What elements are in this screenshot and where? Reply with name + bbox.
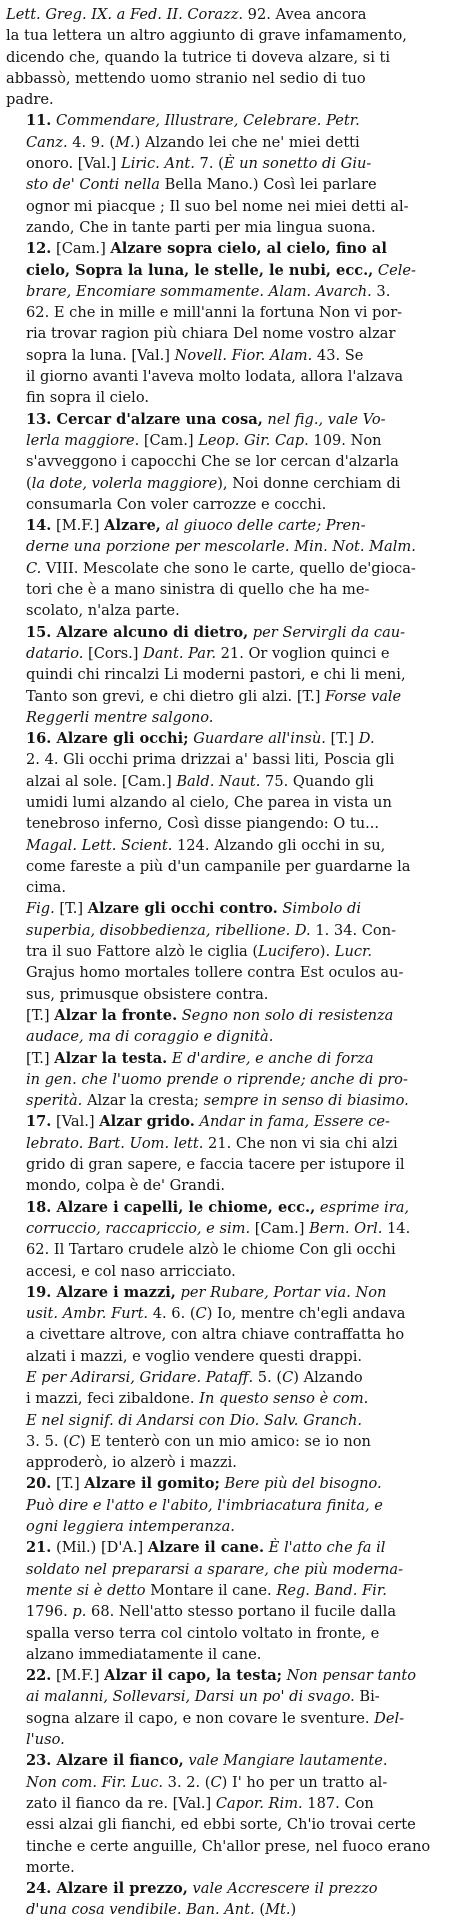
text-line <box>6 1899 463 1920</box>
text-line <box>6 622 463 643</box>
italic-text: Simbolo di <box>277 900 362 918</box>
body-text: [T.] <box>325 730 359 748</box>
text-line <box>6 281 463 302</box>
text-line <box>6 835 463 856</box>
headword-text: 12. <box>26 240 52 258</box>
italic-text: esprime ira, <box>315 1198 410 1216</box>
italic-text: Leop. Gir. Cap. <box>198 431 309 449</box>
body-text: morte. <box>26 1858 75 1876</box>
body-text: Montare il cane. <box>145 1581 277 1599</box>
body-text: 2. 4. Gli occhi prima drizzai a' bassi liti, Poscia gli <box>26 751 395 769</box>
italic-text: Novell. Fior. Alam. <box>174 346 313 364</box>
body-text: zato il fianco da re. [Val.] <box>26 1794 216 1812</box>
body-text: [M.F.] <box>51 517 105 535</box>
italic-text: ogni leggiera intemperanza. <box>26 1518 235 1536</box>
body-text: alzati i mazzi, e voglio vendere questi drappi. <box>26 1347 363 1365</box>
text-line <box>6 47 463 68</box>
italic-text: Reggerli mentre salgono. <box>26 708 214 726</box>
text-line <box>6 813 463 834</box>
body-text: ). <box>319 943 335 961</box>
body-text: VIII. Mescolate che sono le carte, quello de'gioca- <box>41 559 416 577</box>
dictionary-entry <box>6 1111 463 1196</box>
body-text: ) Alzando <box>293 1369 363 1386</box>
headword-text: 13. Cercar d'alzare una cosa, <box>26 410 263 428</box>
italic-text: Bere più del bisogno. <box>219 1475 382 1493</box>
text-line <box>6 1537 463 1558</box>
text-line <box>6 153 463 174</box>
italic-text: Fig. <box>26 900 55 918</box>
text-line <box>6 1452 463 1473</box>
body-text: a civettare altrove, con altra chiave contraffatta ho <box>26 1326 405 1344</box>
body-text: ognor mi piacque ; Il suo bel nome nei miei detti al- <box>26 197 409 215</box>
body-text: essi alzai gli fianchi, ed ebbi sorte, Ch'io trovai certe <box>26 1816 416 1834</box>
italic-text: Mt. <box>265 1901 291 1919</box>
text-line <box>6 1090 463 1111</box>
italic-text: d'una cosa vendibile. Ban. Ant. <box>26 1901 255 1919</box>
text-line <box>6 1388 463 1409</box>
body-text: 187. Con <box>302 1794 374 1812</box>
text-line <box>6 1197 463 1218</box>
italic-text: Andar in fama, Essere ce- <box>194 1113 390 1131</box>
body-text: [Cam.] <box>139 431 199 449</box>
body-text: abbassò, mettendo uomo stranio nel sedio di tuo <box>6 69 366 87</box>
body-text: 92. Avea ancora <box>243 6 367 23</box>
dictionary-entry <box>6 110 463 238</box>
body-text: 124. Alzando gli occhi in su, <box>172 836 386 854</box>
body-text: 21. Che non vi sia chi alzi <box>203 1134 398 1152</box>
italic-text: Segno non solo di resistenza <box>177 1006 394 1024</box>
italic-text: Lett. Greg. IX. a Fed. II. Corazz. <box>6 6 244 23</box>
body-text: onoro. [Val.] <box>26 155 121 173</box>
text-line <box>6 1303 463 1324</box>
text-line <box>6 409 463 430</box>
headword-text: Alzar il capo, la testa; <box>104 1667 283 1685</box>
text-line <box>6 1686 463 1707</box>
body-text: zando, Che in tante parti per mia lingua suona. <box>26 218 376 236</box>
headword-text: 17. <box>26 1113 52 1131</box>
text-line <box>6 4 463 25</box>
text-line <box>6 579 463 600</box>
italic-text: Magal. Lett. Scient. <box>26 836 173 854</box>
body-text: ( <box>254 1901 266 1919</box>
body-text: spalla verso terra col cintolo voltato in fronte, e <box>26 1624 380 1642</box>
italic-text: nel fig., vale Vo- <box>262 410 386 428</box>
dictionary-entry <box>6 1665 463 1750</box>
dictionary-entry <box>6 898 463 1004</box>
text-line <box>6 110 463 131</box>
italic-text: al giuoco delle carte; Pren- <box>160 517 366 535</box>
italic-text: Bern. Orl. <box>309 1219 383 1237</box>
italic-text: usit. Ambr. Furt. <box>26 1305 149 1323</box>
dictionary-entry <box>6 4 463 110</box>
text-line <box>6 89 463 110</box>
text-line <box>6 749 463 770</box>
body-text: Bella Mano.) Così lei parlare <box>160 176 377 194</box>
body-text: cima. <box>26 879 67 897</box>
italic-text: C. <box>26 559 42 577</box>
headword-text: 14. <box>26 517 52 535</box>
dictionary-entry <box>6 622 463 728</box>
italic-text: sperità. <box>26 1092 83 1110</box>
text-line <box>6 1133 463 1154</box>
body-text: s'avveggono i capocchi Che se lor cercan d'alzarla <box>26 453 399 471</box>
body-text: il giorno avanti l'aveva molto lodata, allora l'alzava <box>26 368 404 386</box>
italic-text: Commendare, Illustrare, Celebrare. Petr. <box>51 112 360 130</box>
text-line <box>6 451 463 472</box>
body-text: [T.] <box>51 1475 85 1493</box>
body-text: 3. 2. ( <box>163 1773 211 1791</box>
italic-text: Reg. Band. Fir. <box>276 1581 387 1599</box>
body-text: dicendo che, quando la tutrice ti doveva alzare, si ti <box>6 48 391 66</box>
dictionary-entry <box>6 1197 463 1282</box>
text-line <box>6 196 463 217</box>
body-text: 62. E che in mille e mill'anni la fortuna Non vi por- <box>26 304 403 322</box>
text-line <box>6 1708 463 1729</box>
italic-text: lerla maggiore. <box>26 431 140 449</box>
text-line <box>6 345 463 366</box>
text-line <box>6 1261 463 1282</box>
italic-text: Lucr. <box>334 943 373 961</box>
headword-text: 15. Alzare alcuno di dietro, <box>26 623 249 641</box>
italic-text: Lucifero <box>258 943 320 961</box>
body-text: [T.] <box>54 900 88 918</box>
body-text: 3. <box>371 282 391 300</box>
body-text: Tanto son grevi, e chi dietro gli alzi. [T.] <box>26 687 326 705</box>
headword-text: Alzare gli occhi contro. <box>87 900 278 918</box>
body-text: ( <box>26 474 32 492</box>
dictionary-entry <box>6 1473 463 1537</box>
text-line <box>6 600 463 621</box>
text-line <box>6 1473 463 1494</box>
text-line <box>6 430 463 451</box>
body-text: ) E tenterò con un mio amico: se io non <box>80 1432 371 1450</box>
text-line <box>6 132 463 153</box>
body-text: ) I' ho per un tratto al- <box>221 1773 388 1791</box>
italic-text: vale Mangiare lautamente. <box>183 1752 388 1770</box>
text-line <box>6 856 463 877</box>
body-text: 43. Se <box>312 346 364 364</box>
italic-text: corruccio, raccapriccio, e sim. <box>26 1219 251 1237</box>
body-text: 62. Il Tartaro crudele alzò le chiome Con gli occhi <box>26 1241 396 1259</box>
italic-text: mente si è detto <box>26 1581 146 1599</box>
body-text: la tua lettera un altro aggiunto di grave infamamento, <box>6 27 407 45</box>
text-line <box>6 1175 463 1196</box>
italic-text: ai malanni, Sollevarsi, Darsi un po' di svago. <box>26 1688 355 1706</box>
text-line <box>6 792 463 813</box>
text-line <box>6 1772 463 1793</box>
body-text: tori che è a mano sinistra di quello che ha me- <box>26 581 370 599</box>
italic-text: Canz. <box>26 133 68 151</box>
italic-text: M. <box>115 133 135 151</box>
body-text: 109. Non <box>308 431 382 449</box>
body-text: ) <box>290 1901 297 1919</box>
body-text: tra il suo Fattore alzò le ciglia ( <box>26 943 259 961</box>
text-line <box>6 558 463 579</box>
text-line <box>6 1665 463 1686</box>
text-line <box>6 962 463 983</box>
text-line <box>6 664 463 685</box>
italic-text: C <box>282 1369 294 1386</box>
dictionary-entry <box>6 1878 463 1921</box>
body-text: [M.F.] <box>51 1667 105 1685</box>
italic-text: sto de' Conti nella <box>26 176 161 194</box>
italic-text: Bald. Naut. <box>176 772 261 790</box>
text-line <box>6 1601 463 1622</box>
text-line <box>6 920 463 941</box>
body-text: approderò, io alzerò i mazzi. <box>26 1454 237 1472</box>
headword-text: 21. <box>26 1539 52 1557</box>
italic-text: superbia, disobbedienza, ribellione. D. <box>26 921 311 939</box>
text-line <box>6 473 463 494</box>
text-line <box>6 1026 463 1047</box>
headword-text: 11. <box>26 112 52 130</box>
body-text: [T.] <box>26 1006 55 1024</box>
text-line <box>6 643 463 664</box>
body-text: 4. 6. ( <box>148 1305 196 1323</box>
dictionary-entry <box>6 1282 463 1367</box>
body-text: (Mil.) [D'A.] <box>51 1539 148 1557</box>
text-line <box>6 515 463 536</box>
italic-text: Capor. Rim. <box>215 1794 303 1812</box>
italic-text: Forse vale <box>325 687 402 705</box>
headword-text: 23. Alzare il fianco, <box>26 1752 184 1770</box>
dictionary-entry <box>6 1410 463 1474</box>
text-line <box>6 1367 463 1388</box>
italic-text: Del- <box>374 1709 405 1727</box>
text-line <box>6 366 463 387</box>
body-text: i mazzi, feci zibaldone. <box>26 1390 200 1408</box>
body-text: grido di gran sapere, e faccia tacere per istupore il <box>26 1156 405 1174</box>
body-text: [Cam.] <box>250 1219 310 1237</box>
body-text: 21. Or voglion quinci e <box>215 644 390 662</box>
text-line <box>6 1644 463 1665</box>
text-line <box>6 1154 463 1175</box>
dictionary-entry <box>6 515 463 621</box>
italic-text: datario. <box>26 644 84 662</box>
text-line <box>6 217 463 238</box>
body-text: [T.] <box>26 1049 55 1067</box>
body-text: 14. <box>382 1219 411 1237</box>
body-text: Grajus homo mortales tollere contra Est oculos au- <box>26 964 404 982</box>
italic-text: la dote, volerla maggiore <box>31 474 218 492</box>
body-text: Bi- <box>354 1688 380 1706</box>
italic-text: vale Accrescere il prezzo <box>187 1880 378 1898</box>
headword-text: Alzar la testa. <box>54 1049 168 1067</box>
body-text: mondo, colpa è de' Grandi. <box>26 1177 226 1195</box>
dictionary-entry <box>6 1367 463 1410</box>
text-line <box>6 302 463 323</box>
dictionary-entry <box>6 1048 463 1112</box>
italic-text: audace, ma di coraggio e dignità. <box>26 1028 274 1046</box>
body-text: umidi lumi alzando al cielo, Che parea in vista un <box>26 793 392 811</box>
body-text: sus, primusque obsistere contra. <box>26 985 269 1003</box>
text-line <box>6 984 463 1005</box>
dictionary-entry <box>6 728 463 898</box>
text-line <box>6 536 463 557</box>
text-line <box>6 1836 463 1857</box>
dictionary-entry <box>6 238 463 408</box>
text-line <box>6 260 463 281</box>
text-line <box>6 1878 463 1899</box>
italic-text: È l'atto che fa il <box>264 1539 386 1557</box>
text-line <box>6 1069 463 1090</box>
italic-text: E nel signif. di Andarsi con Dio. Salv. Granch. <box>26 1411 363 1429</box>
dictionary-entry <box>6 1005 463 1048</box>
italic-text: p. <box>72 1603 87 1621</box>
text-line <box>6 1048 463 1069</box>
italic-text: È un sonetto di Giu- <box>223 155 372 173</box>
headword-text: 18. Alzare i capelli, le chiome, ecc., <box>26 1198 316 1216</box>
text-line <box>6 771 463 792</box>
headword-text: 20. <box>26 1475 52 1493</box>
text-line <box>6 387 463 408</box>
body-text: quindi chi rincalzi Li moderni pastori, e chi li meni, <box>26 666 406 684</box>
italic-text: Non com. Fir. Luc. <box>26 1773 164 1791</box>
text-line <box>6 494 463 515</box>
body-text: ria trovar ragion più chiara Del nome vostro alzar <box>26 325 396 343</box>
headword-text: Alzar la fronte. <box>54 1006 178 1024</box>
text-line <box>6 877 463 898</box>
body-text: padre. <box>6 91 54 109</box>
headword-text: 16. Alzare gli occhi; <box>26 730 189 748</box>
headword-text: Alzar grido. <box>99 1113 195 1131</box>
headword-text: Alzare il gomito; <box>84 1475 220 1493</box>
text-line <box>6 1857 463 1878</box>
text-line <box>6 1324 463 1345</box>
text-line <box>6 1111 463 1132</box>
text-line <box>6 1005 463 1026</box>
italic-text: per Servirgli da cau- <box>248 623 406 641</box>
italic-text: derne una porzione per mescolarle. Min. Not. Malm. <box>26 538 416 556</box>
body-text: scolato, n'alza parte. <box>26 602 180 620</box>
italic-text: Guardare all'insù. <box>188 730 326 748</box>
body-text: consumarla Con voler carrozze e cocchi. <box>26 495 327 513</box>
dictionary-entry <box>6 1750 463 1878</box>
text-line <box>6 1814 463 1835</box>
body-text: sogna alzare il capo, e non covare le sventure. <box>26 1709 375 1727</box>
body-text: [Cors.] <box>83 644 144 662</box>
italic-text: per Rubare, Portar via. Non <box>175 1283 387 1301</box>
text-line <box>6 1346 463 1367</box>
body-text: 1796. <box>26 1603 73 1621</box>
body-text: come fareste a più d'un campanile per guardarne la <box>26 857 411 875</box>
text-line <box>6 1239 463 1260</box>
headword-text: Alzare sopra cielo, al cielo, fino al <box>110 240 387 258</box>
text-line <box>6 1218 463 1239</box>
italic-text: C <box>68 1432 80 1450</box>
italic-text: soldato nel prepararsi a sparare, che più moderna- <box>26 1560 404 1578</box>
body-text: tinche e certe anguille, Ch'allor prese, nel fuoco erano <box>26 1837 431 1855</box>
italic-text: sempre in senso di biasimo. <box>203 1092 409 1110</box>
text-line <box>6 898 463 919</box>
body-text: alzai al sole. [Cam.] <box>26 772 177 790</box>
body-text: 1. 34. Con- <box>310 921 397 939</box>
italic-text: Dant. Par. <box>143 644 216 662</box>
body-text: 68. Nell'atto stesso portano il fucile dalla <box>86 1603 397 1621</box>
italic-text: brare, Encomiare sommamente. Alam. Avarch. <box>26 282 372 300</box>
text-line <box>6 1282 463 1303</box>
headword-text: 19. Alzare i mazzi, <box>26 1283 176 1301</box>
body-text: ) Io, mentre ch'egli andava <box>206 1305 406 1323</box>
text-line <box>6 68 463 89</box>
italic-text: in gen. che l'uomo prende o riprende; anche di pro- <box>26 1070 408 1088</box>
text-line <box>6 1410 463 1431</box>
text-line <box>6 941 463 962</box>
body-text: 3. 5. ( <box>26 1432 69 1450</box>
text-line <box>6 1750 463 1771</box>
text-line <box>6 1559 463 1580</box>
text-line <box>6 323 463 344</box>
italic-text: Non pensar tanto <box>282 1667 417 1685</box>
headword-text: 22. <box>26 1667 52 1685</box>
italic-text: In questo senso è com. <box>199 1390 369 1408</box>
body-text: 5. ( <box>253 1369 283 1386</box>
body-text: [Cam.] <box>51 240 111 258</box>
headword-text: cielo, Sopra la luna, le stelle, le nubi, ecc., <box>26 261 374 279</box>
body-text: 75. Quando gli <box>260 772 374 790</box>
italic-text: Cele- <box>373 261 416 279</box>
body-text: sopra la luna. [Val.] <box>26 346 175 364</box>
text-line <box>6 686 463 707</box>
dictionary-entry <box>6 1537 463 1665</box>
headword-text: 24. Alzare il prezzo, <box>26 1880 188 1898</box>
italic-text: Può dire e l'atto e l'abito, l'imbriacatura finita, e <box>26 1496 383 1514</box>
italic-text: lebrato. Bart. Uom. lett. <box>26 1134 204 1152</box>
body-text: alzano immediatamente il cane. <box>26 1645 262 1663</box>
body-text: fin sopra il cielo. <box>26 389 149 407</box>
italic-text: D. <box>358 730 375 748</box>
text-line <box>6 728 463 749</box>
text-line <box>6 1729 463 1750</box>
italic-text: E per Adirarsi, Gridare. Pataff. <box>26 1369 254 1386</box>
text-line <box>6 1495 463 1516</box>
italic-text: C <box>195 1305 207 1323</box>
text-line <box>6 174 463 195</box>
headword-text: Alzare il cane. <box>147 1539 265 1557</box>
italic-text: l'uso. <box>26 1731 65 1749</box>
body-text: 4. 9. ( <box>67 133 116 151</box>
text-line <box>6 1623 463 1644</box>
text-line <box>6 1431 463 1452</box>
text-line <box>6 1793 463 1814</box>
body-text: accesi, e col naso arricciato. <box>26 1262 236 1280</box>
italic-text: Liric. Ant. <box>121 155 195 173</box>
italic-text: E d'ardire, e anche di forza <box>167 1049 374 1067</box>
text-line <box>6 25 463 46</box>
body-text: Alzar la cresta; <box>82 1092 204 1110</box>
text-line <box>6 1516 463 1537</box>
body-text: ), Noi donne cerchiam di <box>217 474 401 492</box>
headword-text: Alzare, <box>104 517 161 535</box>
text-line <box>6 707 463 728</box>
italic-text: C <box>210 1773 222 1791</box>
body-text: [Val.] <box>51 1113 100 1131</box>
text-line <box>6 238 463 259</box>
body-text: ) Alzando lei che ne' miei detti <box>134 133 360 151</box>
dictionary-entry <box>6 409 463 515</box>
body-text: tenebroso inferno, Così disse piangendo: O tu... <box>26 815 380 833</box>
text-line <box>6 1580 463 1601</box>
body-text: 7. ( <box>194 155 224 173</box>
